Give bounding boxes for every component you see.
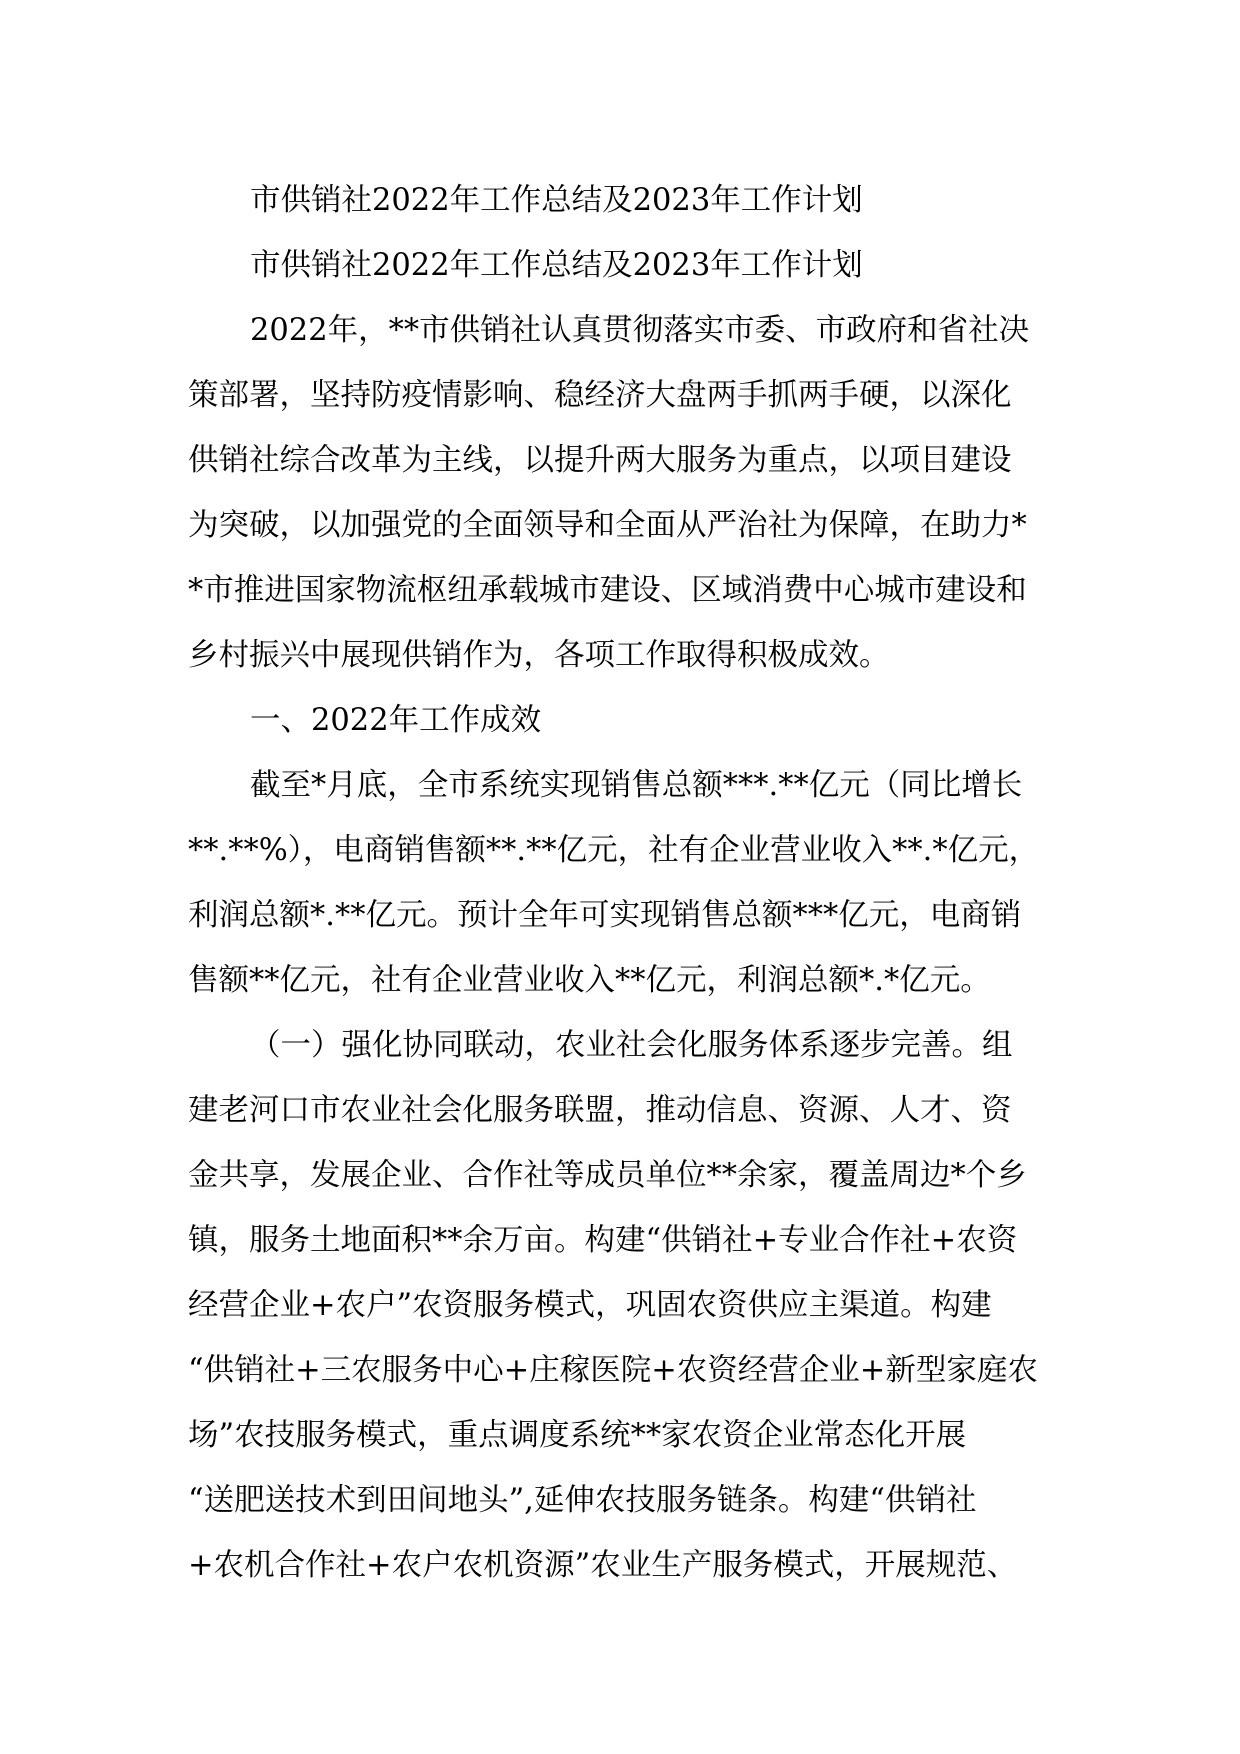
paragraph-line: 2022年，**市供销社认真贯彻落实市委、市政府和省社决 <box>250 313 1030 348</box>
paragraph-line: +农机合作社+农户农机资源”农业生产服务模式，开展规范、 <box>188 1548 1018 1583</box>
paragraph-line: 乡村振兴中展现供销作为，各项工作取得积极成效。 <box>188 638 890 673</box>
paragraph-line: 建老河口市农业社会化服务联盟，推动信息、资源、人才、资 <box>188 1093 1012 1128</box>
document-body <box>188 168 1068 1598</box>
document-title-repeat: 市供销社2022年工作总结及2023年工作计划 <box>250 248 863 283</box>
subsection-paragraph-line: （一）强化协同联动，农业社会化服务体系逐步完善。组 <box>250 1028 1013 1063</box>
paragraph-line: 场”农技服务模式，重点调度系统**家农资企业常态化开展 <box>188 1418 967 1453</box>
paragraph-line: *市推进国家物流枢纽承载城市建设、区域消费中心城市建设和 <box>188 573 1027 608</box>
paragraph-line: “供销社+三农服务中心+庄稼医院+农资经营企业+新型家庭农 <box>188 1353 1038 1388</box>
section-heading: 一、2022年工作成效 <box>250 703 542 738</box>
paragraph-line: “送肥送技术到田间地头”,延伸农技服务链条。构建“供销社 <box>188 1483 977 1518</box>
paragraph-line: 截至*月底，全市系统实现销售总额***.**亿元（同比增长 <box>250 768 1023 803</box>
paragraph-line: 经营企业+农户”农资服务模式，巩固农资供应主渠道。构建 <box>188 1288 992 1323</box>
paragraph-line: 镇，服务土地面积**余万亩。构建“供销社+专业合作社+农资 <box>188 1223 1018 1258</box>
paragraph-line: 利润总额*.**亿元。预计全年可实现销售总额***亿元，电商销 <box>188 898 1022 933</box>
paragraph-line: 售额**亿元，社有企业营业收入**亿元，利润总额*.*亿元。 <box>188 963 991 998</box>
paragraph-line: 为突破，以加强党的全面领导和全面从严治社为保障，在助力* <box>188 508 1027 543</box>
document-title: 市供销社2022年工作总结及2023年工作计划 <box>250 183 863 218</box>
paragraph-line: **.**%），电商销售额**.**亿元，社有企业营业收入**.*亿元， <box>188 833 1040 868</box>
paragraph-line: 供销社综合改革为主线，以提升两大服务为重点，以项目建设 <box>188 443 1012 478</box>
paragraph-line: 策部署，坚持防疫情影响、稳经济大盘两手抓两手硬，以深化 <box>188 378 1012 413</box>
paragraph-line: 金共享，发展企业、合作社等成员单位**余家，覆盖周边*个乡 <box>188 1158 1027 1193</box>
